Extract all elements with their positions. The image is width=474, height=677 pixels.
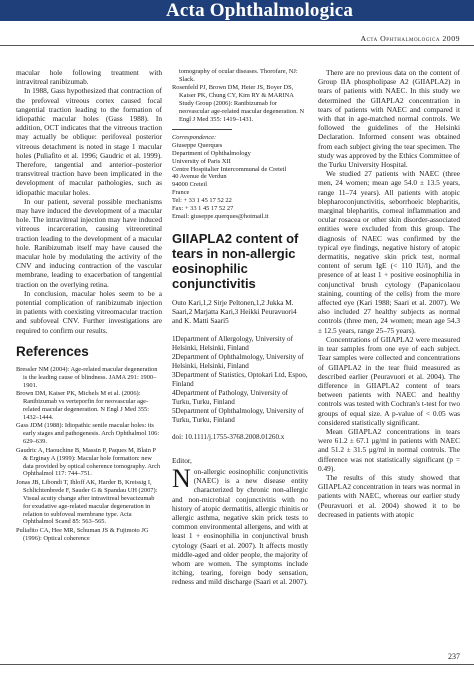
reference-item: tomography of ocular diseases. Thorofare, NJ: Slack.	[179, 68, 298, 83]
correspondence-email: Email: giuseppe.querques@hotmail.it	[172, 213, 269, 220]
paragraph: The results of this study showed that GIIAPLA2 concentration in tears was normal in patients with NAEC, whereas our earlier study (Peuravuori et al. 2004) showed it to be decreased in patients with atopic	[318, 472, 460, 519]
journal-banner	[0, 0, 474, 21]
paragraph: Mean GIIAPLA2 concentrations in tears were 61.2 ± 67.1 μg/ml in patients with NAEC and 51.2 ± 31.5 μg/ml in normal controls. The difference was not statistically significant (p = 0.49).	[318, 426, 460, 473]
page-number: 237	[448, 652, 460, 661]
journal-title: Acta Ophthalmologica	[166, 0, 354, 21]
column-1	[16, 68, 162, 543]
affiliations	[172, 335, 308, 425]
separator	[172, 129, 232, 130]
correspondence-line: 40 Avenue de Verdun	[172, 173, 227, 181]
drop-cap: N	[172, 463, 191, 493]
affiliation: 4Department of Pathology, University of Turku, Turku, Finland	[172, 388, 288, 406]
article-title: GIIAPLA2 content of tears in non-allergic eosinophilic conjunctivitis	[172, 230, 299, 291]
paragraph: Concentrations of GIIAPLA2 were measured in tear samples from one eye of each subject. Tear samples were collected and concentrations of GIIAPLA2 in the tear fluid measured as described earlier (Peuravuori et al. 2004). The difference in GIIAPLA2 content of tears between patients with NAEC and healthy controls was tested with Cochran's t-test for two groups of equal size. A p-value of < 0.05 was considered statistically significant.	[318, 334, 460, 427]
reference-item: Jonas JB, Libondi T, Ihloff AK, Harder B, Kreissig I, Schlichtenbrede F, Sauder G & Spandau UH (2007): Visual acuity change after intravitreal bevacizumab for exudative age-related macular degeneration in relation to subfoveal membrane type. Acta Ophthalmol Scand 85: 563–565.	[16, 478, 158, 526]
correspondence-line: Department of Ophthalmology	[172, 149, 251, 157]
paragraph: macular hole following treatment with intravitreal ranibizumab.	[16, 68, 162, 87]
affiliation: 3Department of Statistics, Optokari Ltd, Espoo, Finland	[172, 370, 308, 388]
correspondence-line: University of Paris XII	[172, 157, 231, 165]
correspondence-line: Fax: + 33 1 45 17 52 27	[172, 205, 234, 213]
references-heading: References	[16, 343, 89, 359]
intro-paragraph	[172, 463, 308, 587]
affiliation: 2Department of Ophthalmology, University of Helsinki, Helsinki, Finland	[172, 352, 304, 370]
paragraph: There are no previous data on the content of Group IIA phospholipase A2 (GIIAPLA2) in tears of patients with NAEC. In this study we determined the GIIAPLA2 concentration in tears of patients with NAEC and compared it with that in age-matched normal controls. We followed the guidelines of the Helsinki Declaration. Informed consent was obtained from each subject giving the tear specimen. The study was approved by the Ethics Committee of the Turku University Hospital.	[318, 68, 460, 170]
correspondence-label: Correspondence:	[172, 133, 217, 141]
paragraph: In 1988, Gass hypothesized that contraction of the prefoveal vitreous cortex caused focal tangential traction leading to the formation of idiopathic macular holes (Gass 1988). In addition, OCT indicates that the vitreous traction may actually be oblique: perifoveal posterior vitreous detachment is noted in stage 1 macular holes (Puliafito et al. 1996; Gaudric et al. 1999). Therefore, tangential and anterior–posterior transvitreal traction have been implicated in the development of macular pathologies, such as idiopathic macular holes.	[16, 86, 162, 197]
reference-item: Rosenfeld PJ, Brown DM, Heier JS, Boyer DS, Kaiser PK, Chung CY, Kim RY & MARINA Study Group (2006): Ranibizumab for neovascular age-related macular degeneration. N Engl J Med 355: 1419–1431.	[172, 84, 305, 124]
correspondence-line: France	[172, 189, 190, 197]
reference-item: Gaudric A, Haouchine B, Massin P, Paques M, Blain P & Erginay A (1999): Macular hole formation: new data provided by optical coherence tomography. Arch Ophthalmol 117: 744–751.	[16, 446, 161, 478]
paragraph: In conclusion, macular holes seem to be a potential complication of ranibizumab injection in patients with coexisting vitreomacular traction and subfoveal CNV. Further investigations are required to confirm our results.	[16, 288, 162, 335]
column-3	[318, 68, 460, 519]
footer-rule	[0, 664, 474, 665]
paragraph: We studied 27 patients with NAEC (three men, 24 women; mean age 54.0 ± 13.5 years, range 11–74 years). All patients with atopic blepharoconjunctivitis, seborrhoeic blepharitis, marginal blepharitis, corneal inflammation and ocular rosacea or other skin disorder-associated entities were excluded from this group. The diagnosis of NAEC was confirmed by the typical eye findings, negative history of atopic dermatitis, negative skin prick test, normal content of serum IgE (< 110 IU/l), and the presence of at least 1 + positive eosinophilia in conjunctival brush cytology (Papanicolaou staining, counting of the cells) from the more affected eye (Kari 1988; Saari et al. 2007). We also included 27 healthy subjects as normal controls (three men, 24 women; mean age 54.3 ± 12.5 years, range 25–75 years).	[318, 169, 460, 335]
running-head: Acta Ophthalmologica 2009	[360, 34, 460, 43]
doi: doi: 10.1111/j.1755-3768.2008.01260.x	[172, 432, 285, 441]
correspondence-line: 94000 Creteil	[172, 181, 207, 189]
paragraph: In our patient, several possible mechanisms may have induced the development of a macular hole. The intravitreal injection may have induced vitreous incarceration, causing vitreoretinal traction leading to the development of a macular hole. Ranibizumab itself may have caused the macular hole by modulating the activity of the CNV and inducing contraction of the vascular membrane, leading to exacerbation of tangential traction on the overlying retina.	[16, 196, 162, 289]
intro-text: on-allergic eosinophilic conjunctivitis (NAEC) is a new disease entity characterized by chronic non-allergic and non-microbial conjunctivitis with no history of atopic dermatitis, allergic rhinitis or allergic asthma, negative skin prick tests to common environmental allergens, and with at least 1 + eosinophilia in conjunctival brush cytology (Saari et al. 2007). It affects mostly middle-aged and older people, the majority of whom are women. The symptoms include itching, tearing, foreign body sensation, redness and mild discharge (Saari et al. 2007).	[172, 466, 308, 587]
salutation: Editor,	[172, 455, 192, 465]
reference-item: Gass JDM (1988): Idiopathic senile macular holes: its early stages and pathogenesis. Arch Ophthalmol 106: 629–639.	[16, 422, 160, 446]
correspondence-block	[172, 134, 308, 221]
reference-list-continued	[172, 68, 308, 124]
header-rule	[0, 45, 474, 46]
affiliation: 1Department of Allergology, University of Helsinki, Helsinki, Finland	[172, 334, 293, 352]
reference-item: Puliafito CA, Hee MR, Schuman JS & Fujimoto JG (1996): Optical coherence	[16, 526, 149, 542]
reference-item: Bressler NM (2004): Age-related macular degeneration is the leading cause of blindness. JAMA 291: 1900–1901.	[16, 365, 158, 389]
reference-list	[16, 366, 162, 543]
author-list: Outo Kari,1,2 Sirje Peltonen,1,2 Jukka M. Saari,2 Marjatta Kari,3 Heikki Peuravuori4 and K. Matti Saari5	[172, 298, 297, 326]
column-2	[172, 68, 308, 587]
correspondence-line: Centre Hospitalier Intercommunal de Creteil	[172, 165, 287, 173]
reference-item: Brown DM, Kaiser PK, Michels M et al. (2006): Ranibizumab vs verteporfin for neovascular age-related macular degeneration. N Engl J Med 355: 1432–1444.	[16, 390, 149, 421]
affiliation: 5Department of Ophthalmology, University of Turku, Turku, Finland	[172, 406, 304, 424]
correspondence-line: Giuseppe Querques	[172, 141, 223, 149]
correspondence-line: Tel: + 33 1 45 17 52 22	[172, 197, 232, 205]
